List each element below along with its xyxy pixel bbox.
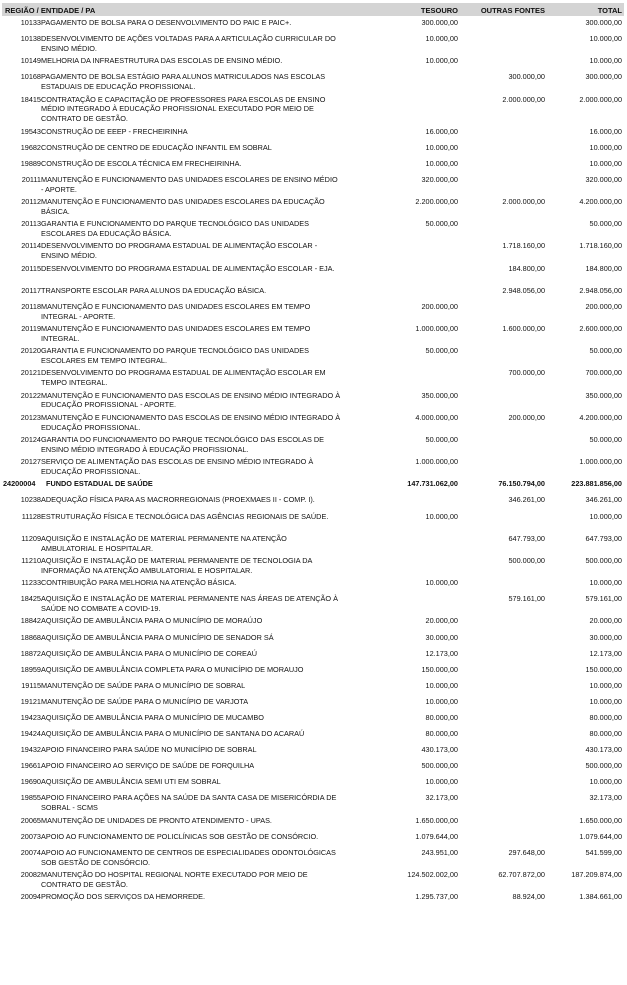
row-description: FUNDO ESTADUAL DE SAÚDE [46, 479, 153, 489]
row-tesouro: 150.000,00 [421, 664, 458, 674]
row-code: 20120 [20, 346, 41, 356]
table-row [0, 649, 627, 665]
row-outras-fontes: 76.150.794,00 [498, 479, 545, 489]
table-row [0, 457, 627, 479]
row-tesouro: 300.000,00 [421, 18, 458, 27]
row-total: 50.000,00 [589, 219, 622, 229]
row-total: 30.000,00 [589, 632, 622, 642]
row-description: DESENVOLVIMENTO DE AÇÕES VOLTADAS PARA A ARTICULAÇÃO CURRICULAR DO ENSINO MÉDIO. [41, 34, 336, 53]
row-tesouro: 12.173,00 [425, 648, 458, 658]
table-row [0, 264, 627, 286]
row-total: 10.000,00 [589, 777, 622, 787]
row-tesouro: 243.951,00 [421, 847, 458, 857]
row-code: 18425 [20, 594, 41, 604]
row-total: 2.600.000,00 [579, 324, 622, 334]
row-code: 20119 [21, 324, 41, 334]
row-description: TRANSPORTE ESCOLAR PARA ALUNOS DA EDUCAÇÃO BÁSICA. [41, 285, 267, 295]
row-total: 2.000.000,00 [579, 94, 622, 104]
row-total: 80.000,00 [589, 712, 622, 722]
table-body [0, 18, 627, 908]
header-total: TOTAL [597, 6, 622, 15]
row-total: 2.948.056,00 [579, 285, 622, 295]
row-code: 18842 [20, 616, 41, 626]
row-total: 700.000,00 [585, 368, 622, 378]
row-tesouro: 50.000,00 [425, 435, 458, 444]
row-total: 10.000,00 [589, 142, 622, 152]
row-code: 20074 [20, 847, 41, 857]
header-outras-fontes: OUTRAS FONTES [480, 6, 545, 15]
row-description: CONSTRUÇÃO DE ESCOLA TÉCNICA EM FRECHEIRINHA. [41, 158, 242, 168]
row-description: ADEQUAÇÃO FÍSICA PARA AS MACRORREGIONAIS (PROEXMAES II - COMP. I). [41, 495, 315, 505]
row-description: PROMOÇÃO DOS SERVIÇOS DA HEMORREDE. [41, 892, 206, 902]
row-code: 20124 [20, 435, 41, 444]
row-tesouro: 10.000,00 [425, 158, 458, 168]
table-row [0, 713, 627, 729]
row-total: 1.718.160,00 [579, 241, 622, 251]
row-description: DESENVOLVIMENTO DO PROGRAMA ESTADUAL DE ALIMENTAÇÃO ESCOLAR EM TEMPO INTEGRAL. [41, 368, 326, 388]
table-row [0, 391, 627, 413]
row-total: 300.000,00 [585, 72, 622, 82]
table-row [0, 143, 627, 159]
table-row [0, 556, 627, 578]
row-tesouro: 200.000,00 [421, 301, 458, 311]
row-total: 500.000,00 [585, 761, 622, 771]
table-row [0, 816, 627, 832]
header-region: REGIÃO / ENTIDADE / PA [5, 6, 96, 15]
row-outras-fontes: 1.718.160,00 [502, 241, 545, 251]
row-total: 50.000,00 [589, 435, 622, 444]
row-code: 20115 [21, 263, 41, 273]
row-outras-fontes: 200.000,00 [508, 412, 545, 422]
row-total: 647.793,00 [585, 533, 622, 543]
table-row [0, 127, 627, 143]
table-row [0, 175, 627, 197]
row-total: 350.000,00 [585, 390, 622, 400]
row-code: 11128 [21, 511, 41, 521]
row-code: 20117 [21, 285, 41, 295]
row-total: 346.261,00 [585, 495, 622, 505]
row-tesouro: 124.502.002,00 [407, 870, 458, 879]
row-total: 1.079.644,00 [579, 831, 622, 841]
row-total: 200.000,00 [585, 301, 622, 311]
row-outras-fontes: 300.000,00 [508, 72, 545, 82]
row-tesouro: 80.000,00 [425, 729, 458, 739]
row-description: DESENVOLVIMENTO DO PROGRAMA ESTADUAL DE ALIMENTAÇÃO ESCOLAR - ENSINO MÉDIO. [41, 241, 318, 261]
row-tesouro: 1.079.644,00 [415, 831, 458, 841]
table-row [0, 495, 627, 511]
row-code: 19543 [20, 126, 41, 136]
row-code: 20121 [20, 368, 41, 378]
row-description: GARANTIA DO FUNCIONAMENTO DO PARQUE TECNOLÓGICO DAS ESCOLAS DE ENSINO MÉDIO INTEGRADO À EDUCAÇÃO PROFISSIONAL. [41, 435, 325, 454]
row-total: 16.000,00 [589, 126, 622, 136]
table-row [0, 665, 627, 681]
row-outras-fontes: 2.000.000,00 [502, 197, 545, 207]
row-total: 223.881.856,00 [571, 479, 622, 489]
row-description: CONTRIBUIÇÃO PARA MELHORIA NA ATENÇÃO BÁSICA. [41, 578, 237, 588]
row-code: 20112 [21, 197, 41, 207]
row-code: 19424 [20, 729, 41, 739]
table-row [0, 777, 627, 793]
row-description: AQUISIÇÃO DE AMBULÂNCIA PARA O MUNICÍPIO DE MUCAMBO [41, 712, 264, 722]
row-code: 11210 [21, 555, 41, 565]
row-description: APOIO FINANCEIRO PARA SAÚDE NO MUNICÍPIO DE SOBRAL [41, 745, 257, 755]
row-description: MANUTENÇÃO DE SAÚDE PARA O MUNICÍPIO DE VARJOTA [41, 696, 249, 706]
row-code: 19889 [20, 158, 41, 168]
row-code: 18959 [20, 664, 41, 674]
row-description: AQUISIÇÃO DE AMBULÂNCIA PARA O MUNICÍPIO DE SENADOR SÁ [41, 632, 274, 642]
row-outras-fontes: 647.793,00 [508, 533, 545, 543]
table-row [0, 72, 627, 94]
row-code: 20073 [20, 831, 41, 841]
row-total: 579.161,00 [585, 594, 622, 604]
row-tesouro: 10.000,00 [425, 56, 458, 66]
table-row [0, 512, 627, 534]
row-description: CONTRATAÇÃO E CAPACITAÇÃO DE PROFESSORES PARA ESCOLAS DE ENSINO MÉDIO INTEGRADO À EDUCAÇÃO PROFISSIONAL EXECUTADO POR MEIO DE CONTRATO DE GESTÃO. [41, 94, 326, 124]
table-row [0, 578, 627, 594]
row-tesouro: 1.000.000,00 [415, 324, 458, 334]
table-row [0, 435, 627, 457]
row-outras-fontes: 2.000.000,00 [502, 94, 545, 104]
row-tesouro: 80.000,00 [425, 712, 458, 722]
table-row [0, 633, 627, 649]
row-code: 20111 [21, 174, 41, 184]
row-code: 10133 [20, 18, 41, 27]
table-row [0, 413, 627, 435]
row-outras-fontes: 500.000,00 [508, 555, 545, 565]
row-tesouro: 10.000,00 [425, 777, 458, 787]
row-tesouro: 147.731.062,00 [407, 479, 458, 489]
row-code: 19115 [21, 680, 41, 690]
row-code: 20127 [20, 457, 41, 467]
row-description: AQUISIÇÃO E INSTALAÇÃO DE MATERIAL PERMANENTE DE TECNOLOGIA DA INFORMAÇÃO NA ATENÇÃO AMBULATORIAL E HOSPITALAR. [41, 555, 312, 575]
row-outras-fontes: 700.000,00 [508, 368, 545, 378]
row-tesouro: 20.000,00 [425, 616, 458, 626]
header-tesouro: TESOURO [420, 6, 458, 15]
table-row [0, 286, 627, 302]
row-outras-fontes: 579.161,00 [508, 594, 545, 604]
row-outras-fontes: 297.648,00 [508, 847, 545, 857]
table-row [0, 761, 627, 777]
row-description: MANUTENÇÃO E FUNCIONAMENTO DAS UNIDADES ESCOLARES DA EDUCAÇÃO BÁSICA. [41, 197, 325, 216]
row-total: 430.173,00 [585, 745, 622, 755]
row-code: 24200004 [3, 479, 36, 489]
table-row [0, 241, 627, 263]
row-tesouro: 1.650.000,00 [415, 815, 458, 825]
row-description: ESTRUTURAÇÃO FÍSICA E TECNOLÓGICA DAS AGÊNCIAS REGIONAIS DE SAÚDE. [41, 511, 329, 521]
row-total: 187.209.874,00 [571, 870, 622, 879]
row-outras-fontes: 88.924,00 [512, 892, 545, 902]
table-row [0, 848, 627, 870]
row-description: MANUTENÇÃO E FUNCIONAMENTO DAS ESCOLAS DE ENSINO MÉDIO INTEGRADO À EDUCAÇÃO PROFISSIONAL - APORTE. [41, 390, 341, 410]
table-row [0, 197, 627, 219]
row-total: 32.173,00 [589, 793, 622, 803]
row-description: GARANTIA E FUNCIONAMENTO DO PARQUE TECNOLÓGICO DAS UNIDADES ESCOLARES DA EDUCAÇÃO BÁSICA. [41, 219, 309, 239]
table-row [0, 95, 627, 127]
row-outras-fontes: 1.600.000,00 [502, 324, 545, 334]
row-description: SERVIÇO DE ALIMENTAÇÃO DAS ESCOLAS DE ENSINO MÉDIO INTEGRADO À EDUCAÇÃO PROFISSIONAL. [41, 457, 314, 476]
table-row [0, 346, 627, 368]
table-row [0, 34, 627, 56]
row-code: 18872 [20, 648, 41, 658]
row-tesouro: 500.000,00 [421, 761, 458, 771]
row-outras-fontes: 346.261,00 [508, 495, 545, 505]
row-description: PAGAMENTO DE BOLSA ESTÁGIO PARA ALUNOS MATRICULADOS NAS ESCOLAS ESTADUAIS DE EDUCAÇÃO PROFISSIONAL. [41, 72, 326, 92]
row-description: APOIO FINANCEIRO AO SERVIÇO DE SAÚDE DE FORQUILHA [41, 761, 255, 771]
row-total: 20.000,00 [589, 616, 622, 626]
row-description: AQUISIÇÃO DE AMBULÂNCIA PARA O MUNICÍPIO DE COREAÚ [41, 648, 257, 658]
row-total: 184.800,00 [585, 263, 622, 273]
row-total: 12.173,00 [589, 648, 622, 658]
row-tesouro: 1.000.000,00 [415, 457, 458, 467]
row-total: 10.000,00 [589, 158, 622, 168]
row-tesouro: 350.000,00 [421, 390, 458, 400]
row-code: 10149 [20, 56, 41, 66]
row-tesouro: 4.000.000,00 [415, 412, 458, 422]
table-row [0, 594, 627, 616]
row-tesouro: 10.000,00 [425, 34, 458, 44]
row-code: 11233 [21, 578, 41, 588]
table-row [0, 324, 627, 346]
row-total: 1.650.000,00 [579, 815, 622, 825]
row-total: 1.000.000,00 [579, 457, 622, 467]
row-description: AQUISIÇÃO E INSTALAÇÃO DE MATERIAL PERMANENTE NA ATENÇÃO AMBULATORIAL E HOSPITALAR. [41, 533, 287, 553]
row-tesouro: 16.000,00 [425, 126, 458, 136]
row-tesouro: 10.000,00 [425, 578, 458, 588]
table-row [0, 159, 627, 175]
row-outras-fontes: 62.707.872,00 [498, 870, 545, 879]
row-code: 10168 [20, 72, 41, 82]
row-total: 320.000,00 [585, 174, 622, 184]
row-code: 11209 [21, 533, 41, 543]
row-tesouro: 10.000,00 [425, 696, 458, 706]
row-total: 80.000,00 [589, 729, 622, 739]
row-total: 50.000,00 [589, 346, 622, 356]
row-code: 20122 [20, 390, 41, 400]
row-description: GARANTIA E FUNCIONAMENTO DO PARQUE TECNOLÓGICO DAS UNIDADES ESCOLARES EM TEMPO INTEGRAL. [41, 346, 309, 366]
table-row [0, 616, 627, 632]
entity-row [0, 479, 627, 495]
row-code: 19432 [20, 745, 41, 755]
row-total: 10.000,00 [589, 578, 622, 588]
row-tesouro: 50.000,00 [425, 346, 458, 356]
table-header [2, 3, 624, 16]
table-row [0, 302, 627, 324]
row-description: MANUTENÇÃO E FUNCIONAMENTO DAS UNIDADES ESCOLARES DE ENSINO MÉDIO - APORTE. [41, 174, 338, 194]
row-description: AQUISIÇÃO DE AMBULÂNCIA PARA O MUNICÍPIO DE MORAÚJO [41, 616, 263, 626]
row-code: 10138 [20, 34, 41, 44]
row-description: MANUTENÇÃO E FUNCIONAMENTO DAS ESCOLAS DE ENSINO MÉDIO INTEGRADO À EDUCAÇÃO PROFISSIONAL. [41, 412, 341, 432]
row-total: 10.000,00 [589, 34, 622, 44]
row-code: 18415 [20, 94, 41, 104]
row-code: 19661 [20, 761, 41, 771]
row-code: 19855 [20, 793, 41, 803]
row-code: 20118 [21, 301, 41, 311]
table-row [0, 745, 627, 761]
row-tesouro: 32.173,00 [425, 793, 458, 803]
row-total: 150.000,00 [585, 664, 622, 674]
row-total: 10.000,00 [589, 511, 622, 521]
row-code: 19682 [20, 142, 41, 152]
table-row [0, 793, 627, 815]
table-row [0, 729, 627, 745]
table-row [0, 681, 627, 697]
row-outras-fontes: 184.800,00 [508, 263, 545, 273]
row-tesouro: 430.173,00 [421, 745, 458, 755]
row-code: 20094 [20, 892, 41, 902]
row-description: AQUISIÇÃO DE AMBULÂNCIA SEMI UTI EM SOBRAL [41, 777, 221, 787]
row-tesouro: 2.200.000,00 [415, 197, 458, 207]
row-code: 18868 [20, 632, 41, 642]
row-description: MANUTENÇÃO DE SAÚDE PARA O MUNICÍPIO DE SOBRAL [41, 680, 246, 690]
row-code: 10238 [20, 495, 41, 505]
row-description: CONSTRUÇÃO DE EEEP - FRECHEIRINHA [41, 126, 188, 136]
row-tesouro: 10.000,00 [425, 511, 458, 521]
row-total: 4.200.000,00 [579, 197, 622, 207]
row-description: AQUISIÇÃO DE AMBULÂNCIA PARA O MUNICÍPIO DE SANTANA DO ACARAÚ [41, 729, 305, 739]
row-code: 19423 [20, 712, 41, 722]
table-row [0, 870, 627, 892]
row-description: DESENVOLVIMENTO DO PROGRAMA ESTADUAL DE ALIMENTAÇÃO ESCOLAR - EJA. [41, 263, 335, 273]
row-code: 19690 [20, 777, 41, 787]
table-row [0, 219, 627, 241]
table-row [0, 18, 627, 34]
row-total: 541.599,00 [585, 847, 622, 857]
row-description: APOIO FINANCEIRO PARA AÇÕES NA SAÚDE DA SANTA CASA DE MISERICÓRDIA DE SOBRAL - SCMS [41, 793, 337, 813]
row-description: CONSTRUÇÃO DE CENTRO DE EDUCAÇÃO INFANTIL EM SOBRAL [41, 142, 272, 152]
row-description: APOIO AO FUNCIONAMENTO DE POLICLÍNICAS SOB GESTÃO DE CONSÓRCIO. [41, 831, 319, 841]
table-row [0, 56, 627, 72]
row-outras-fontes: 2.948.056,00 [502, 285, 545, 295]
row-description: MANUTENÇÃO DE UNIDADES DE PRONTO ATENDIMENTO - UPAS. [41, 815, 272, 825]
table-row [0, 832, 627, 848]
row-code: 20082 [20, 870, 41, 879]
row-description: AQUISIÇÃO E INSTALAÇÃO DE MATERIAL PERMANENTE NAS ÁREAS DE ATENÇÃO À SAÚDE NO COMBATE A COVID-19. [41, 594, 338, 614]
table-row [0, 534, 627, 556]
row-description: MANUTENÇÃO DO HOSPITAL REGIONAL NORTE EXECUTADO POR MEIO DE CONTRATO DE GESTÃO. [41, 870, 308, 889]
row-code: 20123 [20, 412, 41, 422]
row-description: MELHORIA DA INFRAESTRUTURA DAS ESCOLAS DE ENSINO MÉDIO. [41, 56, 283, 66]
row-total: 300.000,00 [585, 18, 622, 27]
row-total: 10.000,00 [589, 680, 622, 690]
row-total: 500.000,00 [585, 555, 622, 565]
row-total: 1.384.661,00 [579, 892, 622, 902]
row-tesouro: 50.000,00 [425, 219, 458, 229]
row-code: 19121 [20, 696, 41, 706]
table-row [0, 892, 627, 908]
row-tesouro: 1.295.737,00 [415, 892, 458, 902]
row-code: 20114 [21, 241, 41, 251]
row-total: 10.000,00 [589, 56, 622, 66]
row-description: PAGAMENTO DE BOLSA PARA O DESENVOLVIMENTO DO PAIC E PAIC+. [41, 18, 292, 27]
row-description: MANUTENÇÃO E FUNCIONAMENTO DAS UNIDADES ESCOLARES EM TEMPO INTEGRAL. [41, 324, 311, 343]
row-tesouro: 320.000,00 [421, 174, 458, 184]
table-row [0, 697, 627, 713]
row-code: 20113 [21, 219, 41, 229]
row-tesouro: 10.000,00 [425, 680, 458, 690]
row-description: AQUISIÇÃO DE AMBULÂNCIA COMPLETA PARA O MUNICÍPIO DE MORAUJO [41, 664, 304, 674]
row-tesouro: 30.000,00 [425, 632, 458, 642]
row-total: 10.000,00 [589, 696, 622, 706]
row-total: 4.200.000,00 [579, 412, 622, 422]
row-code: 20065 [20, 815, 41, 825]
row-tesouro: 10.000,00 [425, 142, 458, 152]
table-row [0, 368, 627, 390]
row-description: APOIO AO FUNCIONAMENTO DE CENTROS DE ESPECIALIDADES ODONTOLÓGICAS SOB GESTÃO DE CONSÓRCIO. [41, 847, 336, 867]
row-description: MANUTENÇÃO E FUNCIONAMENTO DAS UNIDADES ESCOLARES EM TEMPO INTEGRAL - APORTE. [41, 301, 311, 321]
